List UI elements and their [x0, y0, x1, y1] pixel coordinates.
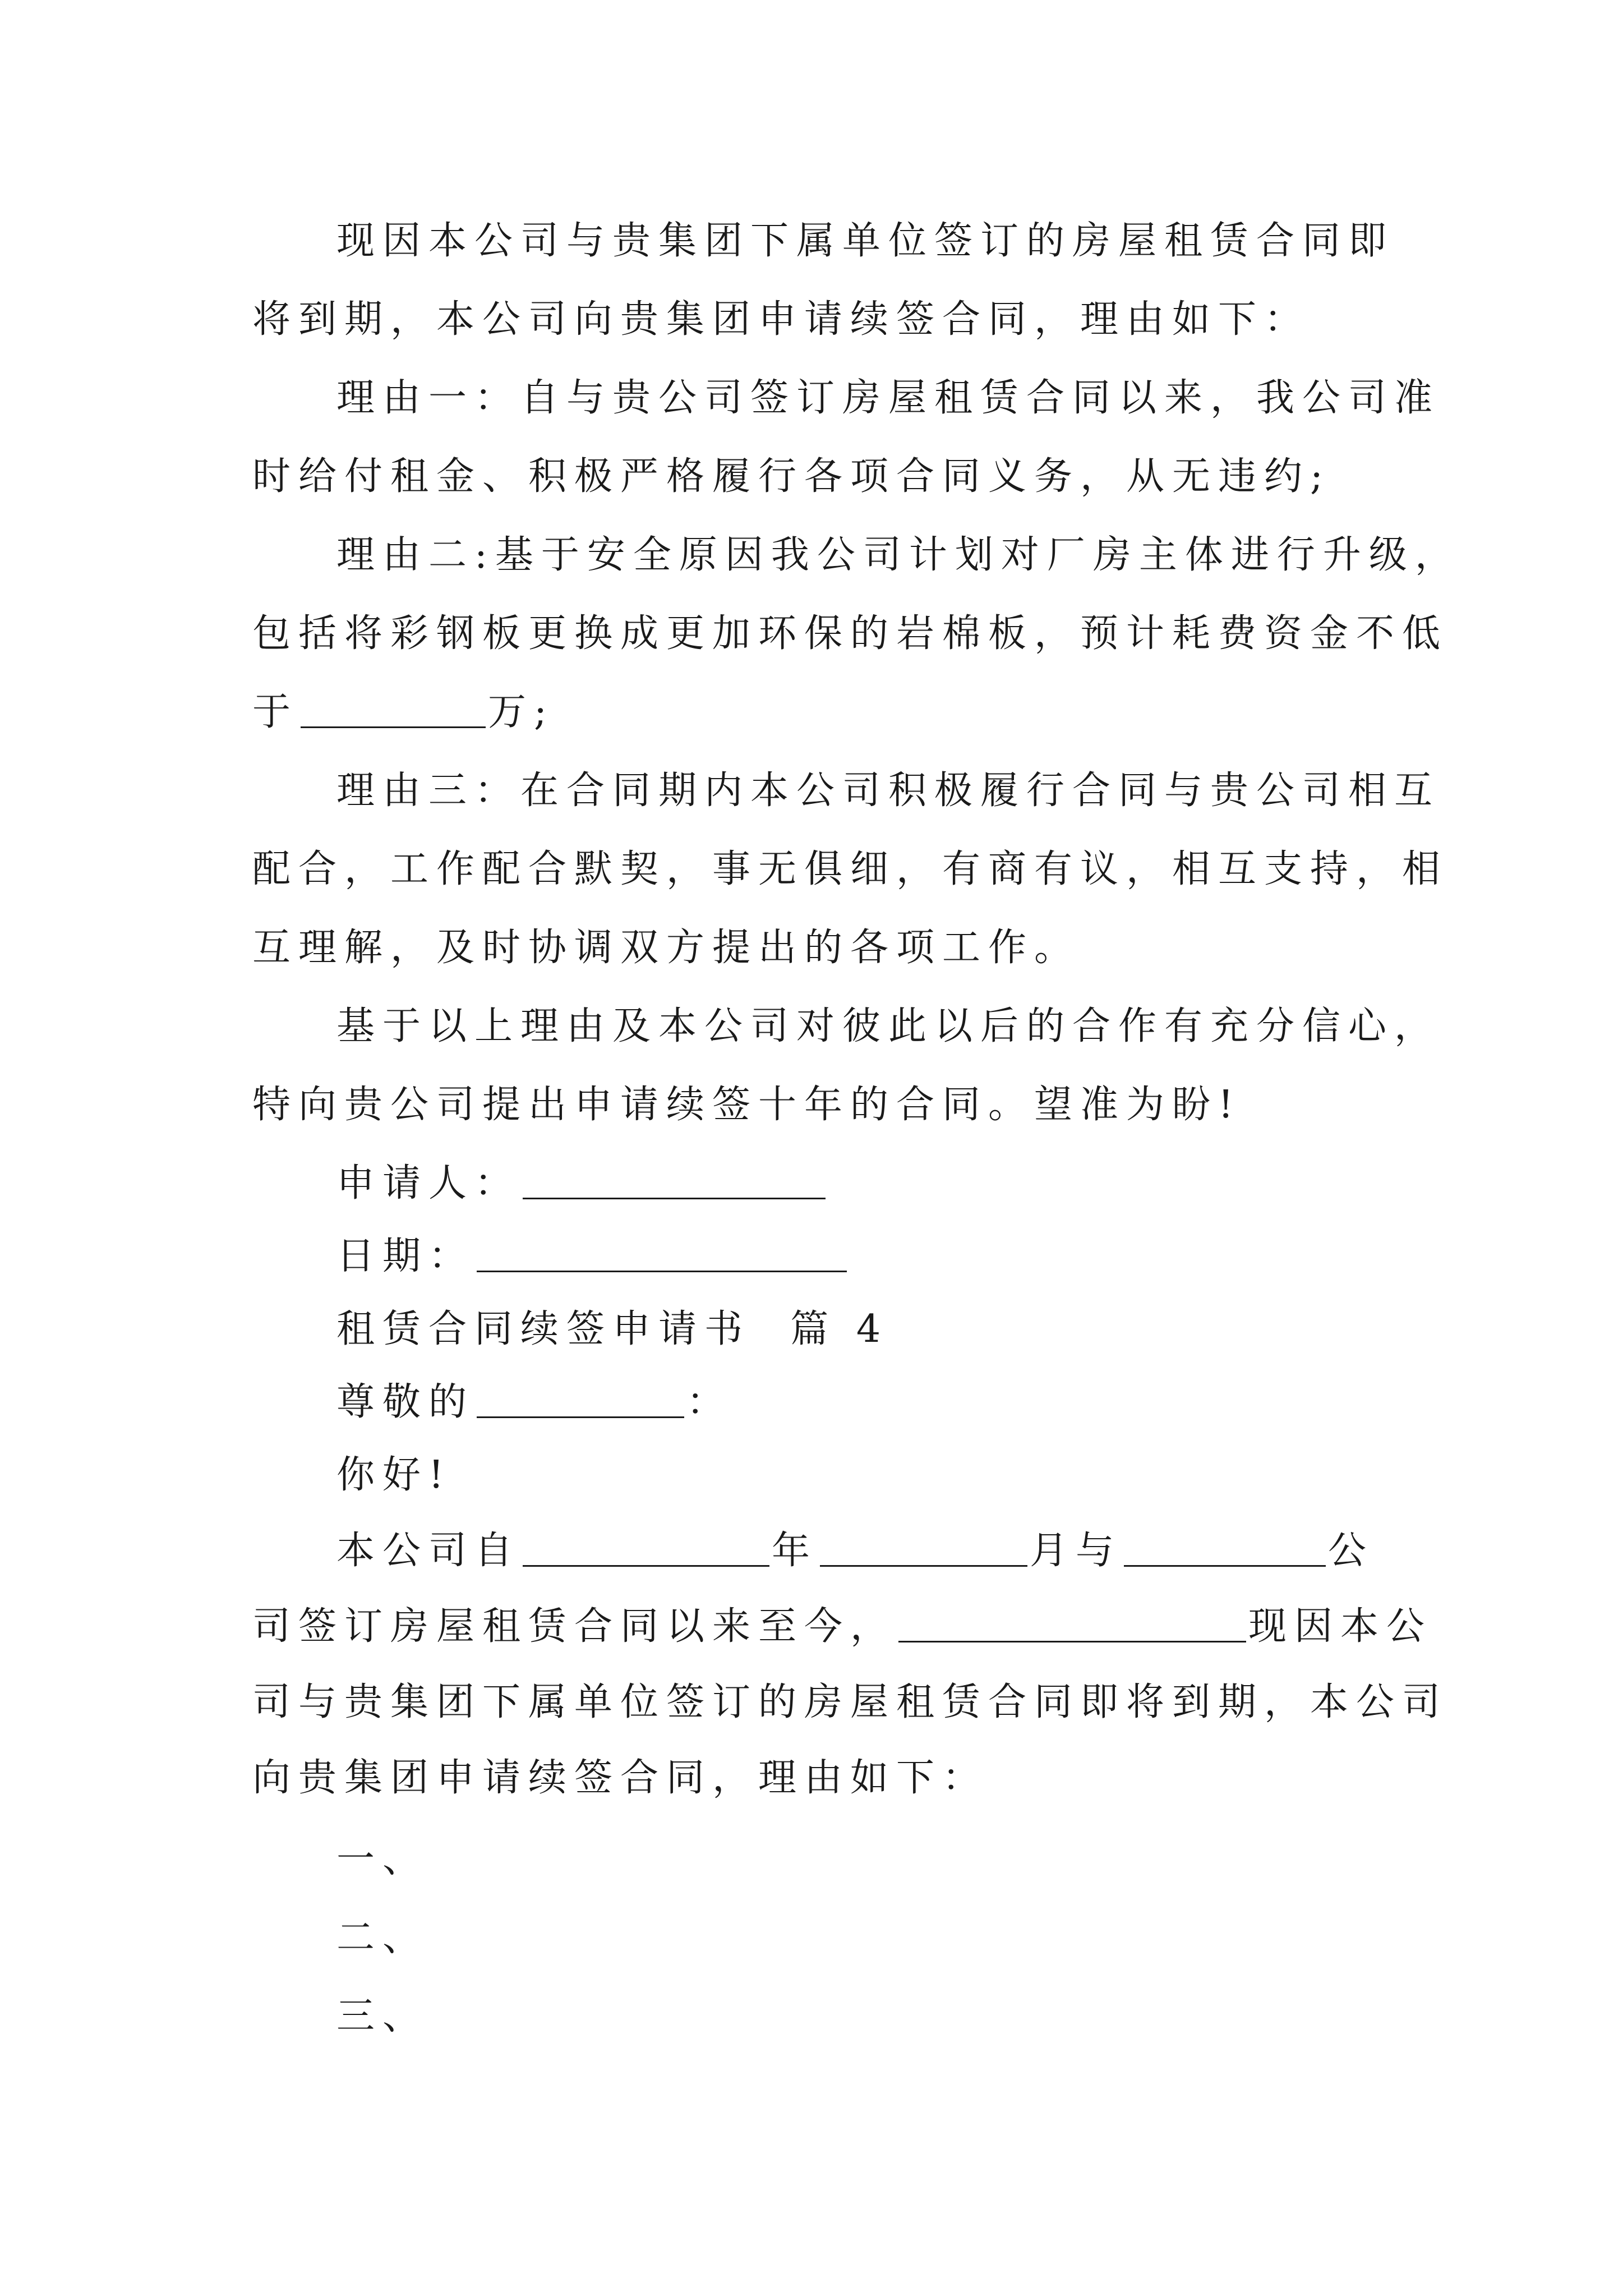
reason-two-line-2	[252, 595, 1449, 673]
heading-text: 租赁合同续签申请书 篇 4	[336, 1307, 889, 1351]
applicant-line	[336, 1144, 1469, 1223]
reason-three-line-1	[336, 752, 1469, 830]
reason-two-line-3	[252, 673, 1385, 752]
paragraph-intro-line-1	[336, 202, 1469, 280]
salutation-line	[336, 1363, 1469, 1442]
text: 你好!	[336, 1453, 452, 1497]
text: 特向贵公司提出申请续签十年的合同。望准为盼!	[252, 1083, 1242, 1127]
reason-one-line-2	[252, 438, 1385, 516]
conclusion-line-2	[252, 1066, 1385, 1144]
conclusion-line-1	[336, 987, 1469, 1066]
text: 配合，工作配合默契，事无俱细，有商有议，相互支持，相	[252, 847, 1449, 891]
recipient-blank	[477, 1392, 684, 1418]
date-label: 日期：	[336, 1234, 475, 1278]
body-line-1	[336, 1512, 1469, 1590]
text: 包括将彩钢板更换成更加环保的岩棉板，预计耗费资金不低	[252, 611, 1449, 656]
text: ：	[686, 1380, 725, 1424]
list-item-two	[336, 1899, 1469, 1977]
text: 一、	[336, 1837, 429, 1881]
date-line	[336, 1217, 1469, 1296]
period-blank	[898, 1616, 1246, 1642]
text: 理由一：自与贵公司签订房屋租赁合同以来，我公司准	[336, 376, 1441, 420]
text: 于	[252, 690, 299, 734]
applicant-label: 申请人：	[336, 1161, 521, 1205]
text: 司签订房屋租赁合同以来至今，	[252, 1604, 897, 1649]
year-blank	[523, 1540, 769, 1567]
body-line-4	[252, 1739, 1385, 1818]
text: 理由三：在合同期内本公司积极履行合同与贵公司相互	[336, 769, 1441, 813]
text: 年	[772, 1529, 818, 1573]
applicant-blank	[523, 1173, 826, 1199]
greeting-line	[336, 1436, 1469, 1515]
text: 时给付租金、积极严格履行各项合同义务，从无违约;	[252, 454, 1331, 499]
date-blank	[477, 1246, 847, 1272]
company-blank	[1124, 1540, 1326, 1567]
text: 基于以上理由及本公司对彼此以后的合作有充分信心，	[336, 1004, 1441, 1048]
text: 现因本公司与贵集团下属单位签订的房屋租赁合同即	[336, 219, 1395, 263]
list-item-one	[336, 1820, 1469, 1899]
text: 向贵集团申请续签合同，理由如下：	[252, 1756, 989, 1800]
text: 三、	[336, 1994, 429, 2039]
text: 现因本公	[1248, 1604, 1433, 1649]
text: 尊敬的	[336, 1380, 475, 1424]
paragraph-intro-line-2	[252, 280, 1385, 359]
text: 二、	[336, 1916, 429, 1960]
month-blank	[820, 1540, 1027, 1567]
body-line-3	[252, 1663, 1449, 1742]
text: 公	[1328, 1529, 1367, 1573]
amount-blank	[301, 702, 486, 728]
text: 理由二:基于安全原因我公司计划对厂房主体进行升级，	[336, 533, 1461, 577]
text: 万;	[488, 690, 555, 734]
section-heading	[336, 1290, 1469, 1369]
body-line-2	[252, 1588, 1433, 1666]
reason-three-line-2	[252, 830, 1449, 909]
reason-one-line-1	[336, 359, 1469, 438]
reason-three-line-3	[252, 909, 1385, 987]
text: 本公司自	[336, 1529, 521, 1573]
list-item-three	[336, 1977, 1469, 2056]
text: 月与	[1030, 1529, 1122, 1573]
text: 将到期，本公司向贵集团申请续签合同，理由如下：	[252, 297, 1311, 342]
text: 司与贵集团下属单位签订的房屋租赁合同即将到期，本公司	[252, 1680, 1449, 1724]
reason-two-line-1	[336, 516, 1469, 595]
text: 互理解，及时协调双方提出的各项工作。	[252, 926, 1081, 970]
